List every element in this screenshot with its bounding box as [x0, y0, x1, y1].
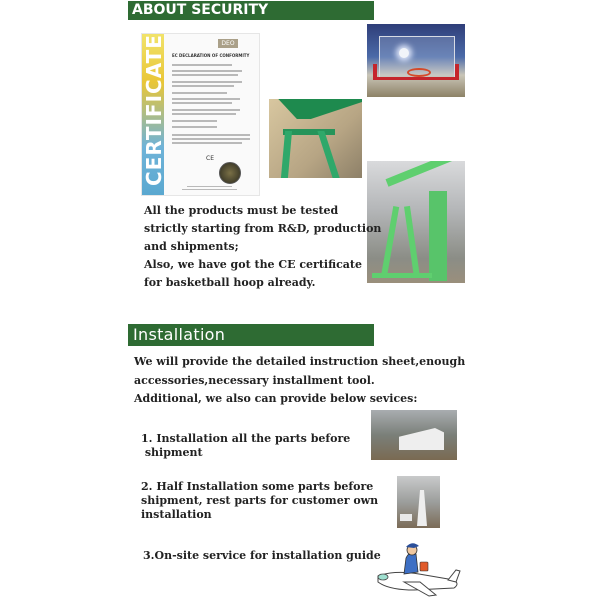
certificate-footer-line — [182, 189, 237, 190]
certificate-line — [172, 81, 242, 83]
wrapped-post — [417, 490, 427, 526]
about-security-heading: ABOUT SECURITY — [128, 1, 374, 20]
certificate-line — [172, 113, 236, 115]
security-text-line: All the products must be tested — [144, 204, 339, 217]
security-text-line: and shipments; — [144, 240, 239, 253]
installation-intro-line: Additional, we also can provide below sevices: — [134, 392, 418, 405]
ce-certificate-image — [141, 33, 260, 196]
certificate-side-text: CERTIFICATE — [142, 34, 166, 186]
certificate-line — [172, 85, 234, 87]
service-1-line: 1. Installation all the parts before — [141, 432, 351, 445]
packed-parts — [400, 514, 412, 521]
certificate-line — [172, 109, 240, 111]
certificate-line — [172, 120, 217, 122]
frame-leg — [281, 131, 292, 178]
certificate-line — [172, 98, 240, 100]
certificate-seal — [219, 162, 241, 184]
frame-closeup-photo — [269, 99, 362, 178]
certificate-line — [172, 138, 250, 140]
half-installation-photo — [397, 476, 440, 528]
certificate-line — [172, 70, 242, 72]
certificate-line — [172, 74, 238, 76]
certificate-title: EC DECLARATION OF CONFORMITY — [172, 53, 250, 58]
certificate-line — [172, 64, 232, 66]
certificate-logo: DEO — [218, 39, 238, 48]
security-text-line: for basketball hoop already. — [144, 276, 316, 289]
installation-intro-line: We will provide the detailed instruction sheet,enough — [134, 355, 466, 368]
frame-base — [372, 273, 432, 278]
certificate-side-banner — [142, 34, 164, 195]
airplane-cartoon-icon — [374, 540, 462, 598]
certificate-line — [172, 126, 217, 128]
frame-leg — [381, 206, 399, 278]
hoop-frame-photo — [367, 161, 465, 283]
ce-mark: CE — [206, 155, 214, 162]
certificate-line — [172, 134, 250, 136]
wrapped-frame — [399, 428, 444, 450]
security-text-line: strictly starting from R&D, production — [144, 222, 382, 235]
service-3-line: 3.On-site service for installation guide — [143, 549, 381, 562]
frame-leg — [317, 131, 339, 178]
service-2-line: installation — [141, 508, 212, 521]
installation-heading: Installation — [128, 324, 374, 346]
service-2-line: shipment, rest parts for customer own — [141, 494, 379, 507]
frame-top — [269, 99, 362, 119]
frame-post — [429, 191, 447, 281]
service-1-line: shipment — [141, 446, 203, 459]
frame-leg — [404, 206, 420, 278]
certificate-line — [172, 142, 242, 144]
certificate-footer-line — [187, 186, 232, 187]
red-padding — [373, 77, 459, 80]
backboard-photo — [367, 24, 465, 97]
security-text-line: Also, we have got the CE certificate — [144, 258, 363, 271]
certificate-line — [172, 102, 232, 104]
service-2-line: 2. Half Installation some parts before — [141, 480, 374, 493]
full-installation-photo — [371, 410, 457, 460]
certificate-line — [172, 92, 227, 94]
hoop-rim — [407, 68, 431, 77]
installation-intro-line: accessories,necessary installment tool. — [134, 374, 375, 387]
frame-arm — [386, 161, 465, 187]
